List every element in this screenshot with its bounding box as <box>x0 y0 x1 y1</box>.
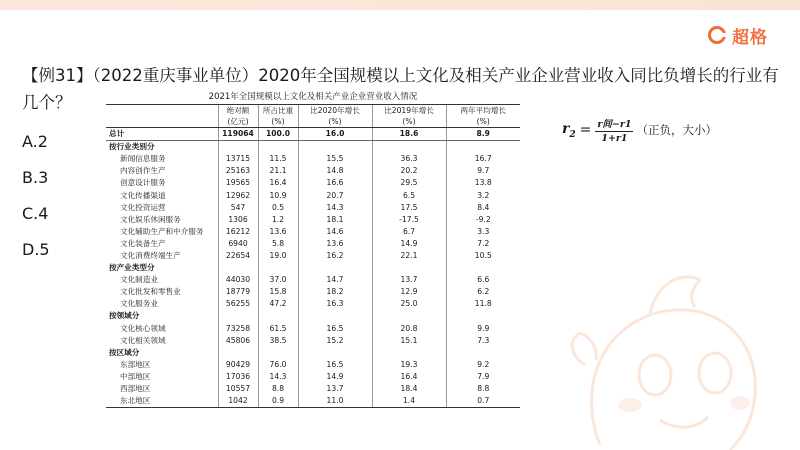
answer-options <box>22 124 50 268</box>
table-header <box>106 105 218 116</box>
table-cell: 13.8 <box>446 177 520 189</box>
table-cell: 19.3 <box>372 359 446 371</box>
table-cell: 16.4 <box>258 177 298 189</box>
table-row <box>106 177 520 189</box>
revenue-table-figure <box>106 90 520 436</box>
table-row-label: 文化相关领域 <box>120 335 166 345</box>
table-cell <box>298 262 372 274</box>
table-row-label: 文化装备生产 <box>120 238 166 248</box>
table-cell: 6.2 <box>446 286 520 298</box>
table-cell: 20.8 <box>372 323 446 335</box>
table-cell <box>218 310 258 322</box>
table-cell <box>298 347 372 359</box>
table-cell: 20.2 <box>372 165 446 177</box>
table-cell: 6.5 <box>372 189 446 201</box>
table-cell <box>446 310 520 322</box>
revenue-table <box>106 105 520 408</box>
table-cell: 61.5 <box>258 323 298 335</box>
table-cell: 15.2 <box>298 335 372 347</box>
formula-equals: = <box>579 122 592 138</box>
table-cell <box>298 141 372 154</box>
table-cell: 16.4 <box>372 371 446 383</box>
table-title: 2021年全国规模以上文化及相关产业企业营业收入情况 <box>106 90 520 105</box>
table-cell: 14.3 <box>298 202 372 214</box>
table-header-unit: (%) <box>446 116 520 128</box>
table-row <box>106 298 520 310</box>
table-cell: 76.0 <box>258 359 298 371</box>
table-cell: 547 <box>218 202 258 214</box>
option-d[interactable]: D.5 <box>22 240 50 259</box>
table-cell: 18.6 <box>372 128 446 141</box>
table-header-unit: (%) <box>258 116 298 128</box>
table-cell: 44030 <box>218 274 258 286</box>
formula-denominator: 1+r1 <box>601 133 628 144</box>
table-header-unit: (%) <box>298 116 372 128</box>
table-cell <box>258 262 298 274</box>
table-row-label: 中部地区 <box>120 371 151 381</box>
table-cell: 19.0 <box>258 250 298 262</box>
table-cell: 0.9 <box>258 395 298 408</box>
table-cell <box>218 262 258 274</box>
table-cell: 13.6 <box>298 238 372 250</box>
table-row <box>106 226 520 238</box>
table-row <box>106 395 520 408</box>
table-cell <box>372 310 446 322</box>
table-cell: 0.7 <box>446 395 520 408</box>
table-total-row <box>106 128 520 141</box>
table-cell: 12962 <box>218 189 258 201</box>
table-cell: 100.0 <box>258 128 298 141</box>
table-cell: 3.2 <box>446 189 520 201</box>
table-group-row <box>106 310 520 322</box>
table-cell: 25.0 <box>372 298 446 310</box>
table-cell: 6.6 <box>446 274 520 286</box>
table-group-row <box>106 347 520 359</box>
table-cell: 7.9 <box>446 371 520 383</box>
table-row-label: 文化批发和零售业 <box>120 287 181 297</box>
table-cell <box>298 310 372 322</box>
table-cell: 14.9 <box>298 371 372 383</box>
option-b[interactable]: B.3 <box>22 168 49 187</box>
table-cell: 14.8 <box>298 165 372 177</box>
table-cell <box>372 141 446 154</box>
table-cell: 15.5 <box>298 153 372 165</box>
table-cell: 16.2 <box>298 250 372 262</box>
table-cell: 17036 <box>218 371 258 383</box>
table-cell: 56255 <box>218 298 258 310</box>
table-cell: 15.8 <box>258 286 298 298</box>
table-header-row <box>106 105 520 116</box>
table-row <box>106 250 520 262</box>
growth-formula <box>562 116 717 144</box>
table-cell: 15.1 <box>372 335 446 347</box>
formula-lhs-symbol: r <box>562 120 570 137</box>
table-row-label: 文化服务业 <box>120 299 158 309</box>
table-cell: -9.2 <box>446 214 520 226</box>
formula-fraction <box>595 116 633 144</box>
table-row <box>106 323 520 335</box>
table-cell: 38.5 <box>258 335 298 347</box>
table-cell: 7.2 <box>446 238 520 250</box>
table-cell: 36.3 <box>372 153 446 165</box>
table-header: 两年平均增长 <box>446 105 520 116</box>
table-cell: 13.7 <box>298 383 372 395</box>
table-row <box>106 274 520 286</box>
formula-lhs-subscript: 2 <box>569 129 576 140</box>
table-cell: 7.3 <box>446 335 520 347</box>
table-cell <box>218 141 258 154</box>
table-cell <box>446 347 520 359</box>
table-cell: 6940 <box>218 238 258 250</box>
table-cell: 13715 <box>218 153 258 165</box>
table-cell: 73258 <box>218 323 258 335</box>
table-header: 比2019年增长 <box>372 105 446 116</box>
table-row-label: 按行业类别分 <box>109 142 155 152</box>
table-cell <box>372 262 446 274</box>
option-a[interactable]: A.2 <box>22 132 48 151</box>
formula-lhs <box>562 121 576 140</box>
table-cell: 14.6 <box>298 226 372 238</box>
table-cell: 8.8 <box>446 383 520 395</box>
table-cell: 16.5 <box>298 323 372 335</box>
table-row <box>106 153 520 165</box>
table-cell: 13.6 <box>258 226 298 238</box>
table-cell: 16.3 <box>298 298 372 310</box>
table-row-label: 总计 <box>106 128 218 141</box>
table-cell: 12.9 <box>372 286 446 298</box>
table-group-row <box>106 262 520 274</box>
table-row-label: 文化消费终端生产 <box>120 250 181 260</box>
table-cell: 11.5 <box>258 153 298 165</box>
table-cell <box>258 141 298 154</box>
top-banner <box>0 0 800 10</box>
table-cell: 20.7 <box>298 189 372 201</box>
table-cell: 25163 <box>218 165 258 177</box>
table-cell: 18779 <box>218 286 258 298</box>
table-row <box>106 359 520 371</box>
table-cell: 18.4 <box>372 383 446 395</box>
table-cell: 1.2 <box>258 214 298 226</box>
table-header: 比2020年增长 <box>298 105 372 116</box>
table-cell: 9.7 <box>446 165 520 177</box>
table-header: 绝对额 <box>218 105 258 116</box>
table-row-label: 新闻信息服务 <box>120 154 166 164</box>
table-cell: 22654 <box>218 250 258 262</box>
table-row-label: 创意设计服务 <box>120 178 166 188</box>
table-cell: 37.0 <box>258 274 298 286</box>
table-cell: 16.5 <box>298 359 372 371</box>
table-row-label: 内容创作生产 <box>120 166 166 176</box>
table-cell: 6.7 <box>372 226 446 238</box>
table-row-label: 文化娱乐休闲服务 <box>120 214 181 224</box>
table-row <box>106 383 520 395</box>
table-cell: 0.5 <box>258 202 298 214</box>
table-row <box>106 371 520 383</box>
table-cell <box>258 310 298 322</box>
table-header-unit-row <box>106 116 520 128</box>
table-cell: 16.0 <box>298 128 372 141</box>
table-cell: 45806 <box>218 335 258 347</box>
table-cell <box>446 262 520 274</box>
table-row-label: 文化核心领域 <box>120 323 166 333</box>
table-header-unit: (%) <box>372 116 446 128</box>
table-cell <box>218 347 258 359</box>
table-cell <box>372 347 446 359</box>
table-cell: 119064 <box>218 128 258 141</box>
table-row <box>106 189 520 201</box>
table-cell: 3.3 <box>446 226 520 238</box>
table-row-label: 文化辅助生产和中介服务 <box>120 226 204 236</box>
mascot-watermark <box>540 245 790 450</box>
table-cell: 29.5 <box>372 177 446 189</box>
table-row-label: 文化传播渠道 <box>120 190 166 200</box>
table-cell: 9.9 <box>446 323 520 335</box>
table-cell: 14.7 <box>298 274 372 286</box>
table-cell: 1.4 <box>372 395 446 408</box>
table-cell <box>258 347 298 359</box>
formula-numerator: r间−r1 <box>595 116 633 132</box>
table-body <box>106 128 520 408</box>
table-row-label: 东北地区 <box>106 395 218 408</box>
table-header: 所占比重 <box>258 105 298 116</box>
table-group-row <box>106 141 520 154</box>
table-cell: 8.8 <box>258 383 298 395</box>
table-cell: 10557 <box>218 383 258 395</box>
table-cell: 9.2 <box>446 359 520 371</box>
table-row <box>106 335 520 347</box>
table-cell: 17.5 <box>372 202 446 214</box>
table-cell: 18.1 <box>298 214 372 226</box>
table-row-label: 按产业类型分 <box>109 263 155 273</box>
table-cell: 11.8 <box>446 298 520 310</box>
table-cell: 14.3 <box>258 371 298 383</box>
table-cell: 11.0 <box>298 395 372 408</box>
table-row <box>106 202 520 214</box>
brand-logo <box>708 24 768 46</box>
table-cell: 21.1 <box>258 165 298 177</box>
table-cell: 90429 <box>218 359 258 371</box>
table-cell: 13.7 <box>372 274 446 286</box>
table-row-label: 西部地区 <box>120 384 151 394</box>
table-cell: 14.9 <box>372 238 446 250</box>
table-header-unit: (亿元) <box>218 116 258 128</box>
table-cell: 5.8 <box>258 238 298 250</box>
table-cell <box>446 141 520 154</box>
table-cell: 10.9 <box>258 189 298 201</box>
table-cell: 1306 <box>218 214 258 226</box>
table-cell: 16.7 <box>446 153 520 165</box>
table-cell: 16212 <box>218 226 258 238</box>
table-cell: 18.2 <box>298 286 372 298</box>
brand-logo-icon <box>708 26 726 44</box>
option-c[interactable]: C.4 <box>22 204 49 223</box>
table-row-label: 东部地区 <box>120 359 151 369</box>
table-row <box>106 238 520 250</box>
table-row-label: 按领域分 <box>109 311 140 321</box>
table-cell: 10.5 <box>446 250 520 262</box>
table-cell: 1042 <box>218 395 258 408</box>
table-cell: 19565 <box>218 177 258 189</box>
table-cell: 16.6 <box>298 177 372 189</box>
table-header-unit <box>106 116 218 128</box>
brand-logo-text: 超格 <box>732 27 768 48</box>
table-cell: 22.1 <box>372 250 446 262</box>
table-row <box>106 286 520 298</box>
table-row-label: 文化制造业 <box>120 275 158 285</box>
table-cell: 47.2 <box>258 298 298 310</box>
table-row <box>106 214 520 226</box>
table-cell: 8.4 <box>446 202 520 214</box>
question-text: 【例31】（2022重庆事业单位）2020年全国规模以上文化及相关产业企业营业收入同比负增长的行业有几个？ <box>22 66 779 112</box>
table-cell: 8.9 <box>446 128 520 141</box>
table-row-label: 文化投资运营 <box>120 202 166 212</box>
table-row-label: 按区域分 <box>109 347 140 357</box>
table-cell: -17.5 <box>372 214 446 226</box>
table-row <box>106 165 520 177</box>
formula-note: （正负，大小） <box>636 123 717 137</box>
